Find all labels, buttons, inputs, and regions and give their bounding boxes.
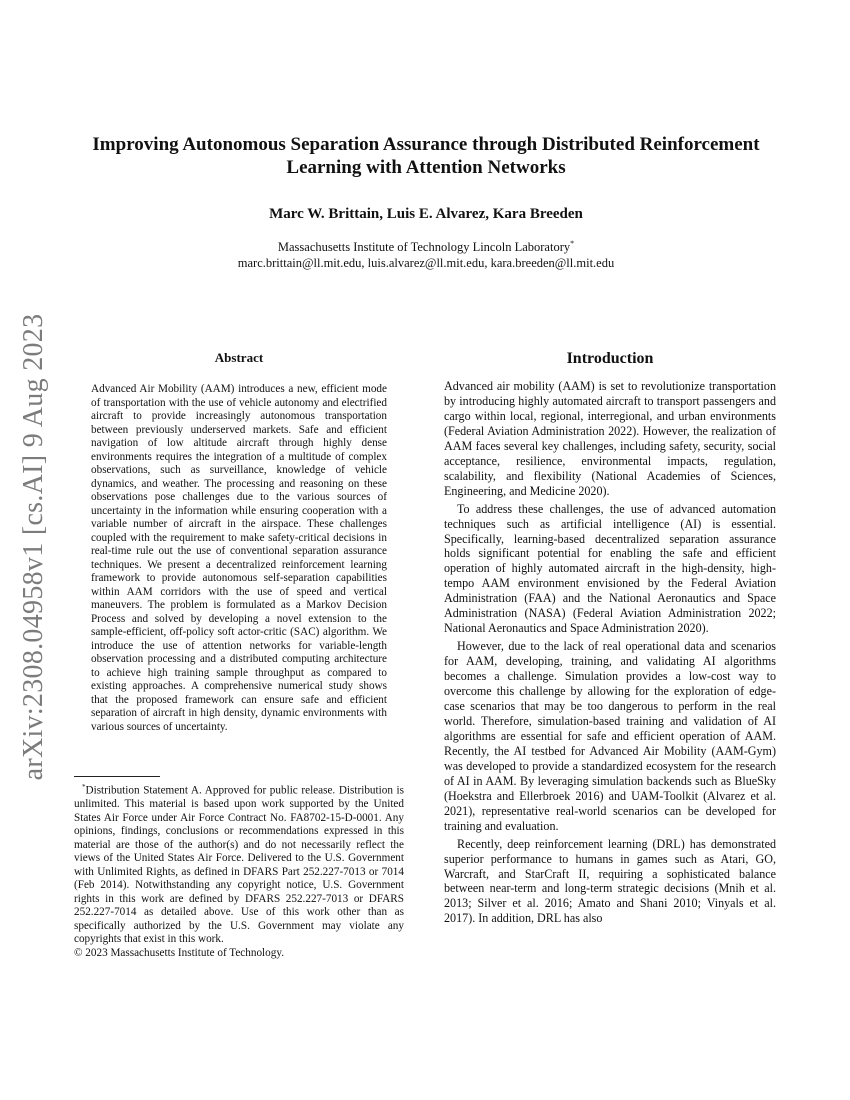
footnote-text — [74, 781, 404, 947]
affiliation-block — [68, 236, 784, 271]
intro-paragraph: Advanced air mobility (AAM) is set to revolutionize transportation by introducing highly automated aircraft to transport passengers and cargo within local, regional, interregional, and urban environments (Federal Aviation Administration 2022). However, the realization of AAM faces several key challenges, including safety, security, social acceptance, resilience, environmental impacts, regulation, scalability, and flexibility (National Academies of Sciences, Engineering, and Medicine 2020). — [444, 379, 776, 498]
footnote-body: Distribution Statement A. Approved for public release. Distribution is unlimited. This material is based upon work supported by the United States Air Force under Air Force Contract No. FA8702-15-D-0001. Any opinions, findings, conclusions or recommendations expressed in this material are those of the author(s) and do not necessarily reflect the views of the United States Air Force. Delivered to the U.S. Government with Unlimited Rights, as defined in DFARS Part 252.227-7013 or 7014 (Feb 2014). Notwithstanding any copyright notice, U.S. Government rights in this work are defined by DFARS 252.227-7013 or DFARS 252.227-7014 as detailed above. Use of this work other than as specifically authorized by the U.S. Government may violate any copyrights that exist in this work. — [74, 784, 404, 946]
copyright-notice: © 2023 Massachusetts Institute of Technology. — [74, 946, 284, 959]
paper-title: Improving Autonomous Separation Assurance through Distributed Reinforcement Learning with Attention Networks — [92, 134, 760, 178]
abstract-text: Advanced Air Mobility (AAM) introduces a new, efficient mode of transportation with the use of vehicle autonomy and electrified aircraft to provide increasingly autonomous transportation between previously underserved markets. Safe and efficient navigation of low altitude aircraft through highly dense environments requires the integration of a multitude of complex observations, such as surveillance, knowledge of vehicle dynamics, and weather. The processing and reasoning on these observations pose challenges due to the various sources of uncertainty in the information while ensuring cooperation with a variable number of aircraft in the airspace. These challenges coupled with the requirement to make safety-critical decisions in real-time rule out the use of conventional separation assurance techniques. We present a decentralized reinforcement learning framework to provide autonomous self-separation capabilities within AAM corridors with the use of speed and vertical maneuvers. The problem is formulated as a Markov Decision Process and solved by developing a novel extension to the sample-efficient, off-policy soft actor-critic (SAC) algorithm. We introduce the use of attention networks for variable-length observation processing and a distributed computing architecture to achieve high training sample throughput as compared to existing approaches. A comprehensive numerical study shows that the proposed framework can ensure safe and efficient separation of aircraft in high density, dynamic environments with various sources of uncertainty. — [91, 383, 387, 733]
footnote-block — [74, 781, 404, 960]
institution-name: Massachusetts Institute of Technology Lincoln Laboratory — [277, 240, 571, 255]
abstract-heading: Abstract — [214, 350, 264, 365]
intro-paragraph: However, due to the lack of real operational data and scenarios for AAM, developing, training, and validating AI algorithms becomes a challenge. Simulation provides a low-cost way to overcome this challenge by allowing for the exploration of edge-case scenarios that may be too dangerous to perform in the real world. Therefore, simulation-based training and validation of AI algorithms are essential for safe and efficient operation of AAM. Recently, the AI testbed for Advanced Air Mobility (AAM-Gym) was developed to provide a standardized ecosystem for the research of AI in AAM. By leveraging simulation backends such as BlueSky (Hoekstra and Ellerbroek 2016) and UAM-Toolkit (Alvarez et al. 2021), representative real-world scenarios can be developed for training and evaluation. — [444, 639, 776, 833]
intro-paragraph: Recently, deep reinforcement learning (DRL) has demonstrated superior performance to humans in games such as Atari, GO, Warcraft, and StarCraft II, requiring a sophisticated balance between near-term and long-term strategic decisions (Mnih et al. 2013; Silver et al. 2016; Amato and Shani 2010; Vinyals et al. 2017). In addition, DRL has also — [444, 836, 776, 926]
intro-paragraph: To address these challenges, the use of advanced automation techniques such as artificial intelligence (AI) is essential. Specifically, learning-based decentralized separation assurance holds significant potential for enabling the safe and efficient operation of highly automated aircraft in the high-density, high-tempo AAM environment envisioned by the Federal Aviation Administration (FAA) and the National Aeronautics and Space Administration (NASA) (Federal Aviation Administration 2022; National Aeronautics and Space Administration 2020). — [444, 501, 776, 636]
arxiv-identifier-text: arXiv:2308.04958v1 [cs.AI] 9 Aug 2023 — [18, 313, 49, 781]
author-emails: marc.brittain@ll.mit.edu, luis.alvarez@ll.mit.edu, kara.breeden@ll.mit.edu — [237, 256, 615, 271]
institution-line — [68, 236, 784, 255]
right-column — [444, 350, 776, 926]
footnote-mark: * — [82, 783, 86, 791]
affiliation-footnote-mark: * — [570, 239, 575, 248]
left-column — [74, 350, 404, 734]
arxiv-identifier — [4, 312, 64, 782]
footnote-divider — [74, 776, 160, 777]
author-list: Marc W. Brittain, Luis E. Alvarez, Kara Breeden — [269, 206, 583, 222]
introduction-heading: Introduction — [566, 350, 654, 367]
